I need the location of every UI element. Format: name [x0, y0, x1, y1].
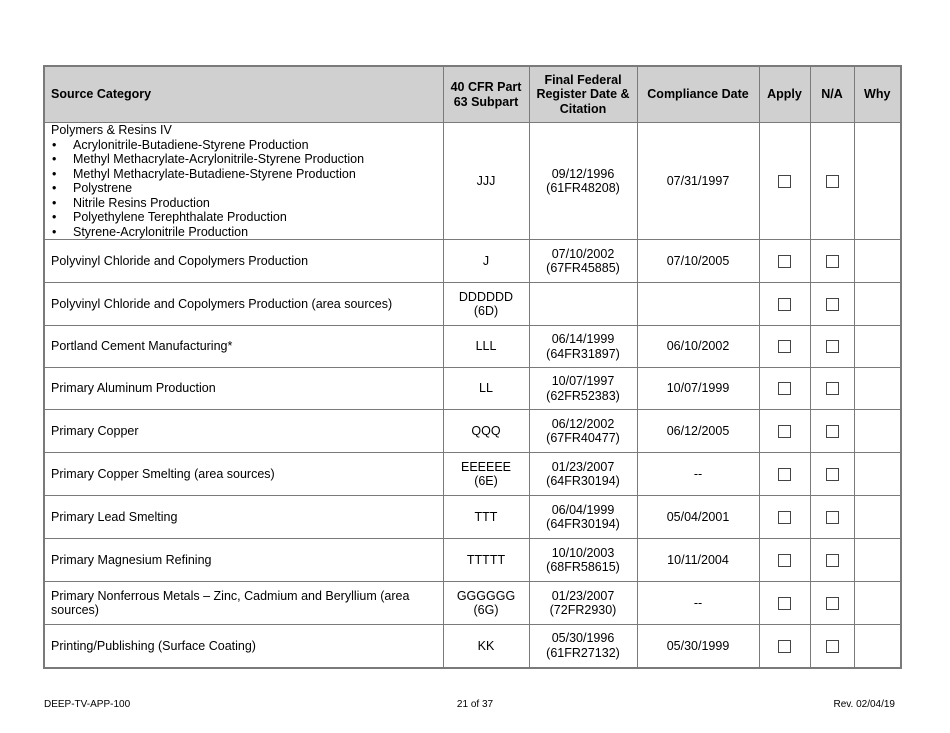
apply-checkbox[interactable]	[778, 425, 791, 438]
cell-federal-register	[529, 496, 637, 539]
federal-register-line: (61FR48208)	[546, 181, 620, 195]
cell-federal-register	[529, 368, 637, 410]
cell-why[interactable]	[854, 539, 901, 582]
category-name: Printing/Publishing (Surface Coating)	[51, 638, 256, 653]
header-cfr-subpart: 40 CFR Part 63 Subpart	[443, 66, 529, 123]
header-why: Why	[854, 66, 901, 123]
cell-federal-register	[529, 539, 637, 582]
category-name: Primary Aluminum Production	[51, 381, 216, 396]
category-name: Primary Lead Smelting	[51, 509, 178, 524]
subpart-line: JJJ	[476, 173, 496, 188]
cell-cfr-subpart	[443, 240, 529, 283]
cell-federal-register	[529, 582, 637, 625]
federal-register-line: (72FR2930)	[549, 603, 617, 617]
list-item: • Methyl Methacrylate-Butadiene-Styrene Production	[51, 167, 439, 182]
cell-compliance-date: 05/30/1999	[637, 625, 759, 668]
na-checkbox[interactable]	[826, 255, 839, 268]
apply-checkbox[interactable]	[778, 511, 791, 524]
cell-apply	[759, 326, 810, 368]
cell-source-category	[44, 283, 443, 326]
table-row	[44, 582, 901, 625]
cell-na	[810, 283, 854, 326]
subpart-line: (6G)	[473, 603, 499, 617]
category-subitems-list	[51, 138, 439, 240]
federal-register-line: (64FR31897)	[546, 346, 620, 361]
cell-apply	[759, 582, 810, 625]
cell-apply	[759, 283, 810, 326]
category-name: Primary Copper Smelting (area sources)	[51, 466, 275, 481]
cell-na	[810, 123, 854, 240]
table-row	[44, 625, 901, 668]
subpart-line: J	[482, 253, 490, 268]
footer-revision: Rev. 02/04/19	[833, 699, 895, 710]
cell-na	[810, 625, 854, 668]
cell-cfr-subpart	[443, 625, 529, 668]
table-row	[44, 410, 901, 453]
apply-checkbox[interactable]	[778, 340, 791, 353]
cell-source-category	[44, 368, 443, 410]
subpart-line: (6D)	[473, 304, 499, 318]
cell-compliance-date: 10/11/2004	[637, 539, 759, 582]
federal-register-line: 06/12/2002	[551, 416, 615, 431]
list-item: • Nitrile Resins Production	[51, 196, 439, 211]
footer-page-number: 21 of 37	[456, 699, 494, 710]
cell-source-category	[44, 123, 443, 240]
cell-federal-register	[529, 283, 637, 326]
na-checkbox[interactable]	[826, 175, 839, 188]
subpart-line: QQQ	[471, 423, 501, 438]
cell-federal-register	[529, 625, 637, 668]
apply-checkbox[interactable]	[778, 597, 791, 610]
table-row	[44, 368, 901, 410]
cell-cfr-subpart	[443, 453, 529, 496]
cell-why[interactable]	[854, 453, 901, 496]
federal-register-line: 06/14/1999	[551, 332, 615, 346]
cell-apply	[759, 368, 810, 410]
table-row	[44, 283, 901, 326]
cell-why[interactable]	[854, 410, 901, 453]
cell-federal-register	[529, 453, 637, 496]
category-name: Primary Magnesium Refining	[51, 552, 212, 567]
cell-cfr-subpart	[443, 582, 529, 625]
cell-cfr-subpart	[443, 539, 529, 582]
header-compliance-date: Compliance Date	[637, 66, 759, 123]
na-checkbox[interactable]	[826, 554, 839, 567]
na-checkbox[interactable]	[826, 340, 839, 353]
apply-checkbox[interactable]	[778, 255, 791, 268]
cell-source-category	[44, 410, 443, 453]
cell-source-category	[44, 326, 443, 368]
na-checkbox[interactable]	[826, 425, 839, 438]
list-item: • Polyethylene Terephthalate Production	[51, 210, 439, 225]
cell-apply	[759, 496, 810, 539]
cell-federal-register	[529, 240, 637, 283]
cell-compliance-date: 06/10/2002	[637, 326, 759, 368]
federal-register-line: 06/04/1999	[551, 502, 615, 517]
federal-register-line: 01/23/2007	[551, 588, 615, 603]
cell-why[interactable]	[854, 625, 901, 668]
na-checkbox[interactable]	[826, 382, 839, 395]
list-item: • Polystrene	[51, 181, 439, 196]
subpart-line: LL	[479, 381, 493, 396]
header-apply: Apply	[759, 66, 810, 123]
header-source-category: Source Category	[44, 66, 443, 123]
federal-register-line: 07/10/2002	[551, 246, 615, 261]
category-name: Polyvinyl Chloride and Copolymers Production (area sources)	[51, 296, 393, 311]
federal-register-line: (64FR30194)	[546, 517, 620, 531]
category-name: Polyvinyl Chloride and Copolymers Production	[51, 253, 309, 268]
cell-source-category	[44, 453, 443, 496]
list-item: • Methyl Methacrylate-Acrylonitrile-Styrene Production	[51, 152, 439, 167]
federal-register-line: (68FR58615)	[546, 560, 620, 574]
cell-na	[810, 240, 854, 283]
cell-na	[810, 582, 854, 625]
federal-register-line: 10/10/2003	[551, 545, 615, 560]
subpart-line: EEEEEE	[460, 459, 512, 474]
cell-na	[810, 410, 854, 453]
cell-apply	[759, 625, 810, 668]
cell-na	[810, 326, 854, 368]
federal-register-line: 10/07/1997	[551, 374, 615, 388]
list-item: • Acrylonitrile-Butadiene-Styrene Production	[51, 138, 439, 153]
federal-register-line: 09/12/1996	[551, 166, 615, 181]
cell-why[interactable]	[854, 240, 901, 283]
cell-why[interactable]	[854, 496, 901, 539]
cell-why[interactable]	[854, 283, 901, 326]
cell-apply	[759, 453, 810, 496]
subpart-line: TTT	[474, 509, 498, 524]
category-name: Polymers & Resins IV	[51, 123, 172, 137]
cell-cfr-subpart	[443, 326, 529, 368]
cell-cfr-subpart	[443, 368, 529, 410]
subpart-line: (6E)	[474, 474, 498, 488]
cell-cfr-subpart	[443, 283, 529, 326]
federal-register-line: 05/30/1996	[551, 631, 615, 646]
category-name: Primary Copper	[51, 423, 139, 438]
header-na: N/A	[810, 66, 854, 123]
table-row	[44, 240, 901, 283]
cell-apply	[759, 240, 810, 283]
subpart-line: TTTTT	[466, 552, 506, 567]
cell-why[interactable]	[854, 582, 901, 625]
cell-na	[810, 539, 854, 582]
cell-apply	[759, 123, 810, 240]
table-header-row	[44, 66, 901, 123]
subpart-line: DDDDDD	[458, 289, 514, 304]
table-row	[44, 539, 901, 582]
federal-register-line: (64FR30194)	[546, 474, 620, 488]
na-checkbox[interactable]	[826, 597, 839, 610]
table-row	[44, 453, 901, 496]
na-checkbox[interactable]	[826, 468, 839, 481]
table-row	[44, 123, 901, 240]
cell-source-category	[44, 582, 443, 625]
federal-register-line: (67FR40477)	[546, 431, 620, 445]
subpart-line: KK	[477, 638, 495, 653]
table-row	[44, 496, 901, 539]
cell-why[interactable]	[854, 368, 901, 410]
cell-na	[810, 453, 854, 496]
apply-checkbox[interactable]	[778, 382, 791, 395]
cell-why[interactable]	[854, 123, 901, 240]
table-row	[44, 326, 901, 368]
footer-document-id: DEEP-TV-APP-100	[44, 699, 131, 710]
cell-apply	[759, 539, 810, 582]
subpart-line: LLL	[475, 339, 497, 354]
category-name: Portland Cement Manufacturing*	[51, 339, 233, 354]
federal-register-line: (62FR52383)	[546, 388, 620, 403]
apply-checkbox[interactable]	[778, 640, 791, 653]
cell-compliance-date: 07/10/2005	[637, 240, 759, 283]
federal-register-line: 01/23/2007	[551, 459, 615, 474]
cell-compliance-date: --	[637, 453, 759, 496]
cell-source-category	[44, 240, 443, 283]
cell-compliance-date	[637, 283, 759, 326]
federal-register-line: (61FR27132)	[546, 645, 620, 660]
cell-na	[810, 368, 854, 410]
na-checkbox[interactable]	[826, 511, 839, 524]
category-name: Primary Nonferrous Metals – Zinc, Cadmium and Beryllium (area sources)	[51, 588, 410, 617]
apply-checkbox[interactable]	[778, 298, 791, 311]
cell-source-category	[44, 496, 443, 539]
cell-federal-register	[529, 410, 637, 453]
cell-cfr-subpart	[443, 410, 529, 453]
cell-source-category	[44, 625, 443, 668]
cell-source-category	[44, 539, 443, 582]
cell-cfr-subpart	[443, 496, 529, 539]
na-checkbox[interactable]	[826, 640, 839, 653]
header-final-federal-register: Final Federal Register Date & Citation	[529, 66, 637, 123]
federal-register-line: (67FR45885)	[546, 261, 620, 275]
list-item: • Styrene-Acrylonitrile Production	[51, 225, 439, 240]
apply-checkbox[interactable]	[778, 175, 791, 188]
cell-why[interactable]	[854, 326, 901, 368]
subpart-line: GGGGGG	[456, 588, 516, 603]
cell-apply	[759, 410, 810, 453]
cell-federal-register	[529, 123, 637, 240]
cell-compliance-date: 05/04/2001	[637, 496, 759, 539]
na-checkbox[interactable]	[826, 298, 839, 311]
cell-compliance-date: 10/07/1999	[637, 368, 759, 410]
source-category-table	[43, 65, 902, 669]
cell-cfr-subpart	[443, 123, 529, 240]
apply-checkbox[interactable]	[778, 468, 791, 481]
cell-federal-register	[529, 326, 637, 368]
cell-compliance-date: --	[637, 582, 759, 625]
cell-compliance-date: 07/31/1997	[637, 123, 759, 240]
apply-checkbox[interactable]	[778, 554, 791, 567]
cell-compliance-date: 06/12/2005	[637, 410, 759, 453]
cell-na	[810, 496, 854, 539]
